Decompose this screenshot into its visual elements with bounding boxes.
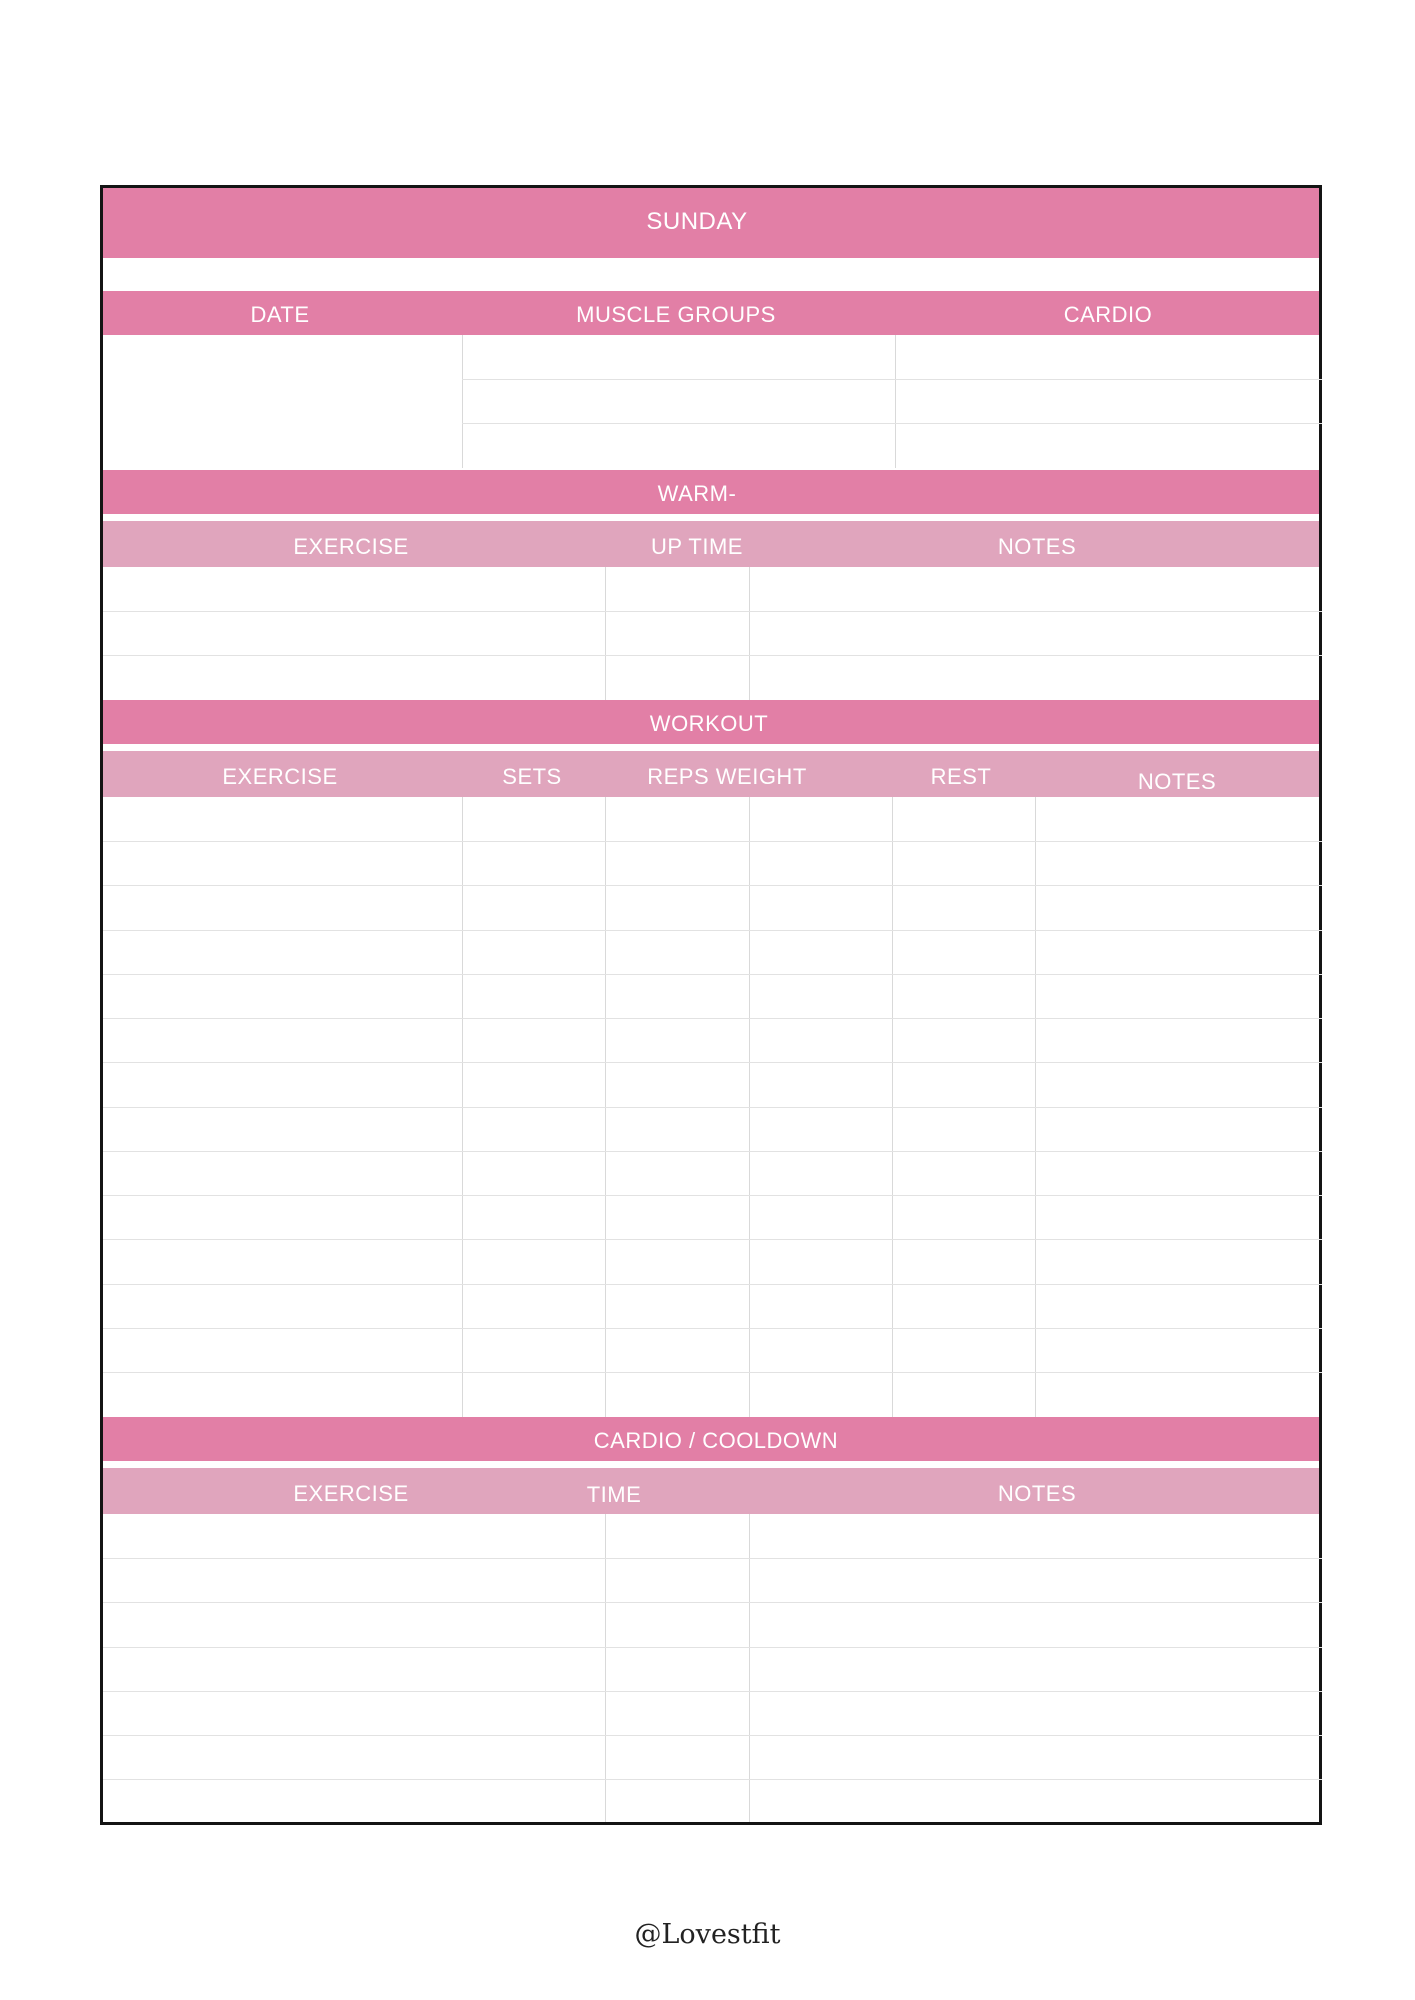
info-grid[interactable] bbox=[103, 335, 1319, 470]
workout-header bbox=[103, 700, 1319, 744]
cooldown-column-header bbox=[103, 1468, 1319, 1514]
workout-notes-header: NOTES bbox=[1137, 769, 1217, 794]
cooldown-header bbox=[103, 1417, 1319, 1461]
planner-frame bbox=[100, 185, 1322, 1825]
warmup-exercise-header: EXERCISE bbox=[293, 534, 409, 559]
warmup-column-header bbox=[103, 521, 1319, 567]
footer-handle: @Lovestfit bbox=[634, 1919, 781, 1950]
workout-exercise-header: EXERCISE bbox=[222, 764, 338, 789]
cooldown-grid[interactable] bbox=[103, 1514, 1319, 1822]
warmup-header bbox=[103, 470, 1319, 514]
cardio-header: CARDIO bbox=[1063, 302, 1153, 327]
workout-column-header bbox=[103, 751, 1319, 797]
day-title: SUNDAY bbox=[646, 208, 748, 235]
cooldown-exercise-header: EXERCISE bbox=[293, 1481, 409, 1506]
muscle-groups-header: MUSCLE GROUPS bbox=[576, 302, 776, 327]
workout-rest-header: REST bbox=[930, 764, 992, 789]
warmup-title: WARM- bbox=[657, 481, 737, 506]
cooldown-title: CARDIO / COOLDOWN bbox=[593, 1428, 839, 1453]
warmup-grid[interactable] bbox=[103, 567, 1319, 700]
workout-grid[interactable] bbox=[103, 797, 1319, 1417]
date-header: DATE bbox=[250, 302, 310, 327]
warmup-notes-header: NOTES bbox=[997, 534, 1077, 559]
workout-sets-header: SETS bbox=[502, 764, 562, 789]
cooldown-notes-header: NOTES bbox=[997, 1481, 1077, 1506]
info-header bbox=[103, 291, 1319, 335]
workout-reps-weight-header: REPS WEIGHT bbox=[647, 764, 807, 789]
warmup-time-header: UP TIME bbox=[651, 534, 743, 559]
day-header bbox=[103, 188, 1319, 258]
cooldown-time-header: TIME bbox=[586, 1482, 642, 1507]
workout-title: WORKOUT bbox=[649, 711, 769, 736]
